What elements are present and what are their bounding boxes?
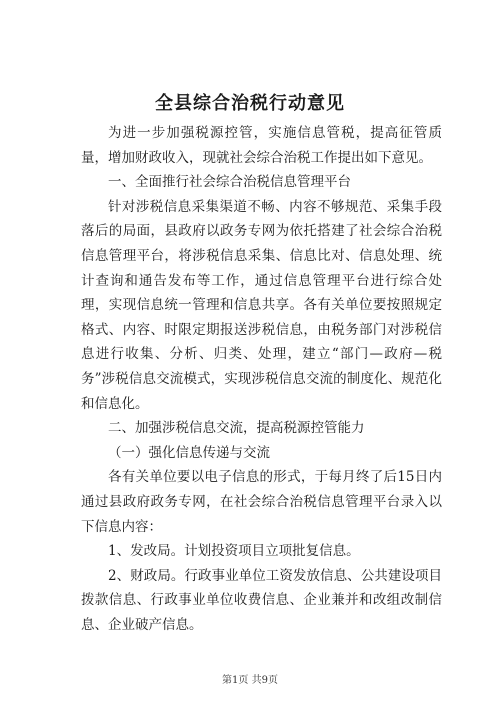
paragraph-submission: 各有关单位要以电子信息的形式，于每月终了后15日内通过县政府政务专网，在社会综合治税信息管理平台录入以下信息内容： (81, 469, 442, 535)
list-item-1: 1、发改局。计划投资项目立项批复信息。 (108, 543, 360, 560)
page-footer: 第1页 共9页 (222, 675, 278, 686)
subsection-heading-1: （一）强化信息传递与交流 (108, 444, 270, 461)
paragraph-platform: 针对涉税信息采集渠道不畅、内容不够规范、采集手段落后的局面，县政府以政务专网为依托搭建了社会综合治税信息管理平台，将涉税信息采集、信息比对、信息处理、统计查询和通告发布等工作，通过信息管理平台进行综合处理，实现信息统一管理和信息共享。各有关单位要按照规定格式、内容、时限定期报送涉税信息，由税务部门对涉税信息进行收集、分析、归类、处理，建立“部门—政府—税务”涉税信息交流模式，实现涉税信息交流的制度化、规范化和信息化。 (81, 198, 442, 412)
section-heading-1: 一、全面推行社会综合治税信息管理平台 (108, 174, 351, 191)
document-body (81, 121, 442, 637)
paragraph-intro: 为进一步加强税源控管，实施信息管税，提高征管质量，增加财政收入，现就社会综合治税工作提出如下意见。 (81, 125, 442, 166)
list-item-2: 2、财政局。行政事业单位工资发放信息、公共建设项目拨款信息、行政事业单位收费信息、企业兼并和改组改制信息、企业破产信息。 (81, 567, 442, 633)
section-heading-2: 二、加强涉税信息交流，提高税源控管能力 (108, 420, 365, 437)
document-title: 全县综合治税行动意见 (155, 93, 345, 114)
